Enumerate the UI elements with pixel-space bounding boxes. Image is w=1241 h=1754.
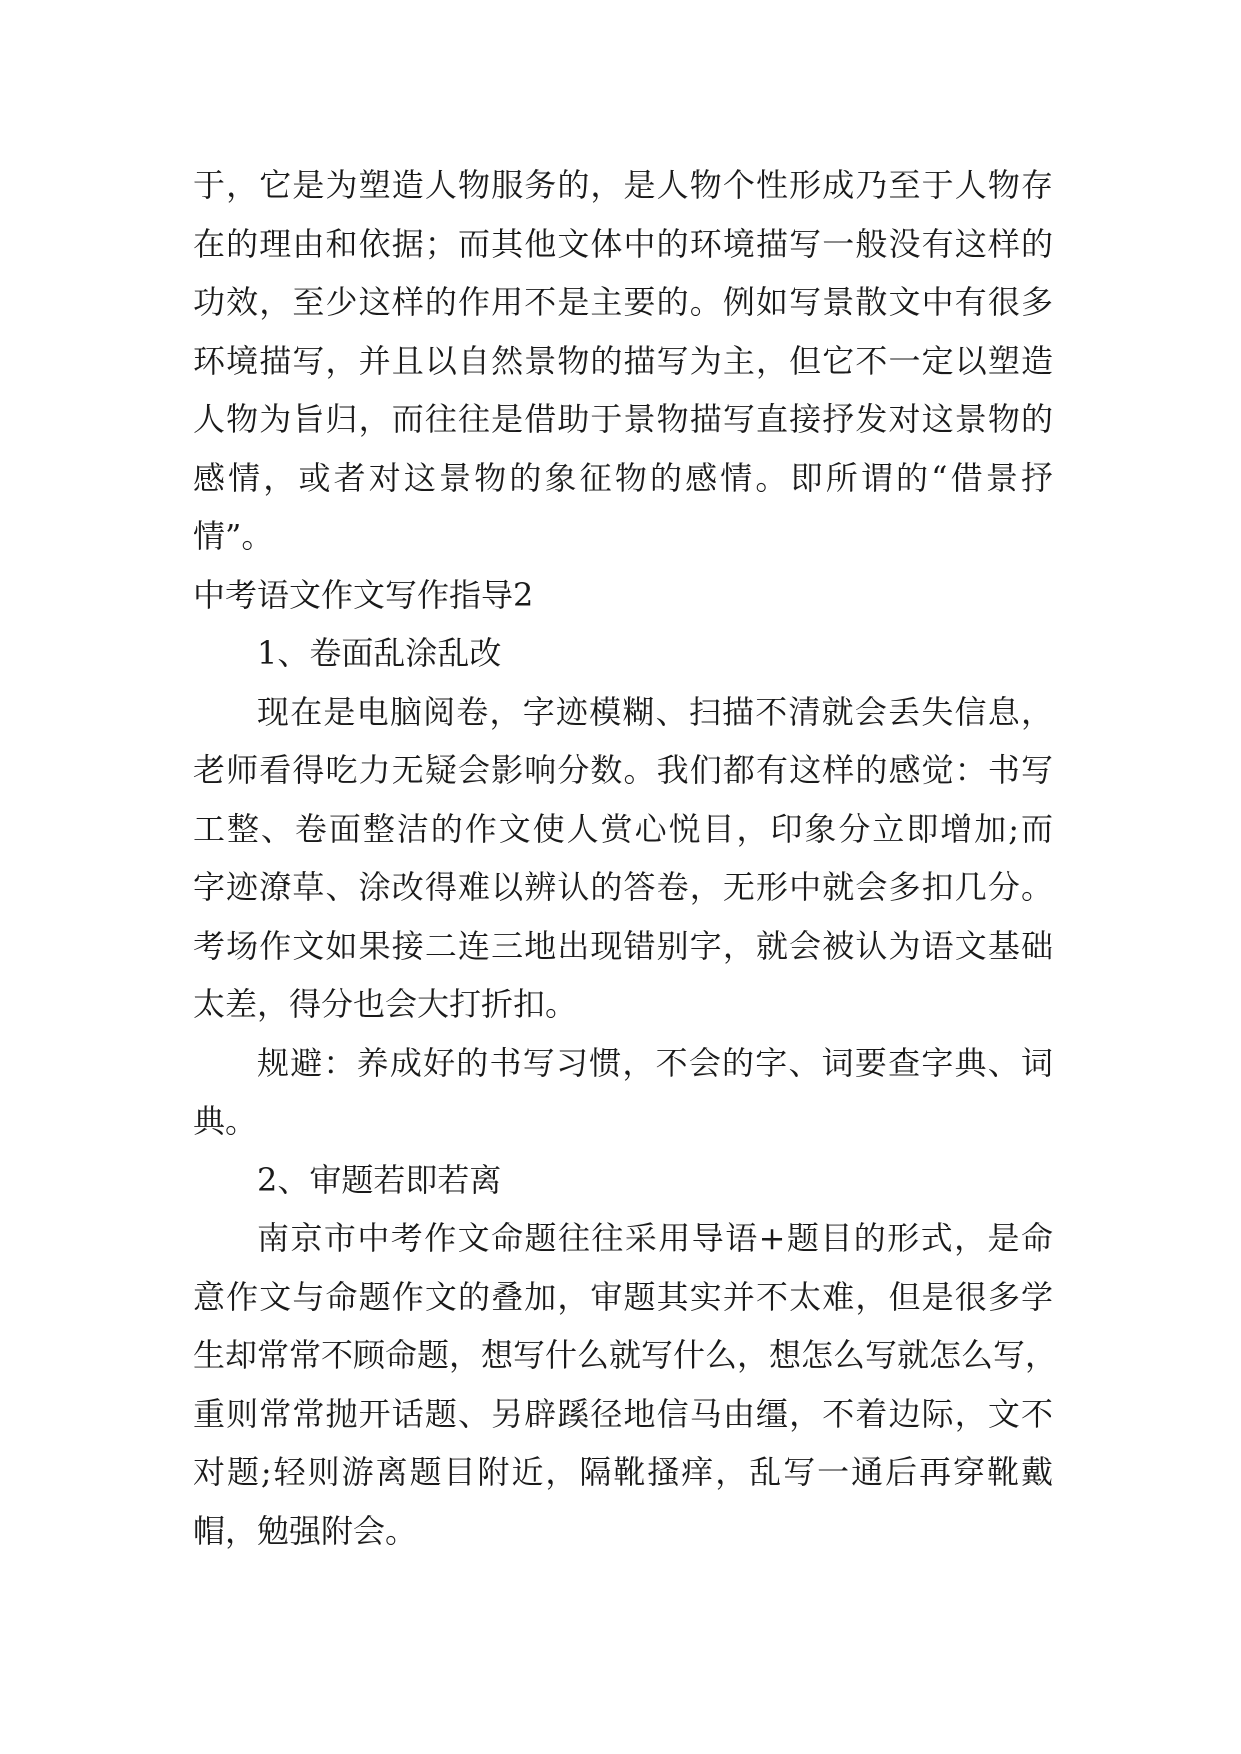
text-line: 南京市中考作文命题往往采用导语+题目的形式，是命 (257, 1219, 1053, 1257)
text-line: 老师看得吃力无疑会影响分数。我们都有这样的感觉：书写 (193, 751, 1053, 789)
text-line: 感情，或者对这景物的象征物的感情。即所谓的“借景抒 (193, 458, 1053, 497)
text-line: 意作文与命题作文的叠加，审题其实并不太难，但是很多学 (193, 1277, 1053, 1316)
document-body (193, 156, 1058, 1560)
paragraph (193, 683, 1053, 1034)
text-line: 在的理由和依据；而其他文体中的环境描写一般没有这样的 (193, 224, 1053, 263)
text-line: 太差，得分也会大打折扣。 (193, 985, 578, 1023)
text-line: 字迹潦草、涂改得难以辨认的答卷，无形中就会多扣几分。 (193, 868, 1053, 906)
paragraph (193, 1209, 1058, 1560)
text-line: 考场作文如果接二连三地出现错别字，就会被认为语文基础 (193, 926, 1053, 965)
text-line: 于，它是为塑造人物服务的，是人物个性形成乃至于人物存 (193, 166, 1053, 204)
text-line: 人物为旨归，而往往是借助于景物描写直接抒发对这景物的 (193, 400, 1053, 438)
item-heading: 2、审题若即若离 (257, 1160, 502, 1199)
text-line: 典。 (193, 1102, 258, 1140)
text-line: 功效，至少这样的作用不是主要的。例如写景散文中有很多 (193, 283, 1053, 321)
text-line: 情”。 (193, 517, 274, 555)
text-line: 工整、卷面整洁的作文使人赏心悦目，印象分立即增加;而 (193, 809, 1053, 848)
text-line: 生却常常不顾命题，想写什么就写什么，想怎么写就怎么写， (193, 1336, 1058, 1374)
item-heading: 1、卷面乱涂乱改 (257, 634, 502, 672)
paragraph (193, 156, 1053, 566)
section-title: 中考语文作文写作指导2 (193, 575, 534, 614)
text-line: 规避：养成好的书写习惯，不会的字、词要查字典、词 (257, 1043, 1053, 1082)
text-line: 对题;轻则游离题目附近，隔靴搔痒，乱写一通后再穿靴戴 (193, 1453, 1053, 1491)
text-line: 帽，勉强附会。 (193, 1511, 418, 1550)
paragraph (193, 1034, 1053, 1151)
text-line: 现在是电脑阅卷，字迹模糊、扫描不清就会丢失信息， (257, 692, 1053, 731)
text-line: 环境描写，并且以自然景物的描写为主，但它不一定以塑造 (193, 341, 1053, 380)
text-line: 重则常常抛开话题、另辟蹊径地信马由缰，不着边际，文不 (193, 1394, 1053, 1433)
